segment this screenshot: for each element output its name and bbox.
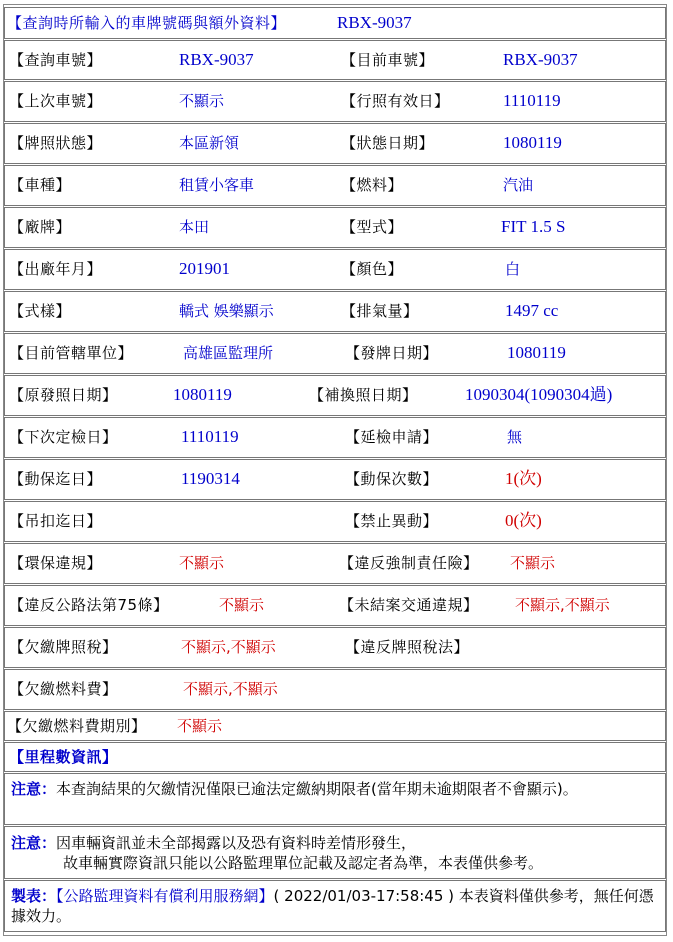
original-issue-value: 1080119 [173, 385, 232, 404]
displacement-value: 1497 cc [505, 301, 559, 320]
lien-count-label: 【動保次數】 [345, 470, 439, 488]
license-tax-violation-label: 【違反牌照稅法】 [345, 638, 470, 656]
traffic-unsettled-value: 不顯示,不顯示 [515, 596, 610, 614]
note-1-text: 本查詢結果的欠繳情況僅限已逾法定繳納期限者(當年期未逾期限者不會顯示)。 [56, 780, 578, 798]
insurance-violation-label: 【違反強制責任險】 [339, 554, 479, 572]
footer-row [4, 880, 666, 932]
footer-prefix: 製表： [11, 887, 57, 905]
note-2-line1: 因車輛資訊並未全部揭露以及恐有資料時差情形發生， [56, 834, 417, 852]
mileage-heading: 【里程數資訊】 [9, 748, 118, 766]
note-1 [4, 773, 666, 825]
row-plate-status [4, 123, 666, 164]
highway-act75-label: 【違反公路法第75條】 [9, 596, 169, 614]
row-brand [4, 207, 666, 248]
title-plate: RBX-9037 [337, 13, 412, 32]
env-violation-value: 不顯示 [179, 554, 225, 572]
footer-text: ( 2022/01/03-17:58:45 ) 本表資料僅供參考，無任何憑據效力。 [11, 887, 654, 925]
fuel-label: 【燃料】 [341, 176, 404, 194]
last-plate-value: 不顯示 [179, 92, 225, 110]
row-style [4, 291, 666, 332]
fuel-value: 汽油 [503, 176, 534, 194]
row-lien [4, 459, 666, 500]
row-mileage [4, 742, 666, 772]
brand-value: 本田 [179, 218, 210, 236]
prohibit-change-value: 0(次) [505, 511, 542, 530]
status-date-value: 1080119 [503, 133, 562, 152]
original-issue-label: 【原發照日期】 [9, 386, 118, 404]
model-label: 【型式】 [341, 218, 404, 236]
note-2 [4, 826, 666, 879]
current-plate-value: RBX-9037 [503, 50, 578, 69]
row-last-plate [4, 81, 666, 122]
plate-status-label: 【牌照狀態】 [9, 134, 103, 152]
highway-act75-value: 不顯示 [219, 596, 265, 614]
reissue-date-label: 【補換照日期】 [309, 386, 418, 404]
unpaid-fuel-period-value: 不顯示 [177, 717, 223, 735]
extension-label: 【延檢申請】 [345, 428, 439, 446]
insurance-violation-value: 不顯示 [510, 554, 556, 572]
style-label: 【式樣】 [9, 302, 72, 320]
lien-until-value: 1190314 [181, 469, 240, 488]
license-valid-label: 【行照有效日】 [341, 92, 450, 110]
row-authority [4, 333, 666, 374]
unpaid-fuel-fee-value: 不顯示,不顯示 [183, 680, 278, 698]
manufacture-date-value: 201901 [179, 259, 230, 278]
model-value: FIT 1.5 S [501, 217, 566, 236]
vehicle-type-value: 租賃小客車 [179, 176, 255, 194]
status-date-label: 【狀態日期】 [341, 134, 435, 152]
lien-count-value: 1(次) [505, 469, 542, 488]
next-inspection-label: 【下次定檢日】 [9, 428, 118, 446]
manufacture-date-label: 【出廠年月】 [9, 260, 103, 278]
unpaid-license-tax-value: 不顯示,不顯示 [181, 638, 276, 656]
authority-label: 【目前管轄單位】 [9, 344, 134, 362]
issue-date-label: 【發牌日期】 [345, 344, 439, 362]
next-inspection-value: 1110119 [181, 427, 239, 446]
row-license-tax [4, 627, 666, 668]
license-valid-value: 1110119 [503, 91, 561, 110]
row-plates [4, 40, 666, 80]
row-original-issue [4, 375, 666, 416]
plate-status-value: 本區新領 [179, 134, 240, 152]
note-2-prefix: 注意： [11, 834, 57, 852]
prohibit-change-label: 【禁止異動】 [345, 512, 439, 530]
query-plate-label: 【查詢車號】 [9, 51, 103, 69]
reissue-date-value: 1090304(1090304過) [465, 385, 613, 404]
env-violation-label: 【環保違規】 [9, 554, 103, 572]
row-manufacture [4, 249, 666, 290]
revoke-until-label: 【吊扣迄日】 [9, 512, 103, 530]
current-plate-label: 【目前車號】 [341, 51, 435, 69]
footer-site-link[interactable]: 【公路監理資料有償利用服務網】 [56, 887, 274, 905]
last-plate-label: 【上次車號】 [9, 92, 103, 110]
row-fuel-period [4, 711, 666, 741]
color-value: 白 [505, 260, 521, 278]
traffic-unsettled-label: 【未結案交通違規】 [339, 596, 479, 614]
query-plate-value: RBX-9037 [179, 50, 254, 69]
authority-value: 高雄區監理所 [183, 344, 274, 362]
note-1-prefix: 注意： [11, 780, 57, 798]
title-row [4, 7, 666, 39]
row-vehicle-type [4, 165, 666, 206]
vehicle-type-label: 【車種】 [9, 176, 72, 194]
lien-until-label: 【動保迄日】 [9, 470, 103, 488]
row-fuel-fee [4, 669, 666, 710]
row-next-inspection [4, 417, 666, 458]
style-value: 轎式 娛樂顯示 [179, 302, 274, 320]
title-label: 【查詢時所輸入的車牌號碼與額外資料】 [7, 14, 287, 32]
row-revoke [4, 501, 666, 542]
color-label: 【顏色】 [341, 260, 404, 278]
brand-label: 【廠牌】 [9, 218, 72, 236]
unpaid-fuel-fee-label: 【欠繳燃料費】 [9, 680, 118, 698]
issue-date-value: 1080119 [507, 343, 566, 362]
displacement-label: 【排氣量】 [341, 302, 419, 320]
row-highway-act [4, 585, 666, 626]
row-env-violation [4, 543, 666, 584]
extension-value: 無 [507, 428, 523, 446]
unpaid-fuel-period-label: 【欠繳燃料費期別】 [7, 717, 147, 735]
note-2-line2: 故車輛實際資訊只能以公路監理單位記載及認定者為準，本表僅供參考。 [63, 854, 544, 872]
unpaid-license-tax-label: 【欠繳牌照稅】 [9, 638, 118, 656]
